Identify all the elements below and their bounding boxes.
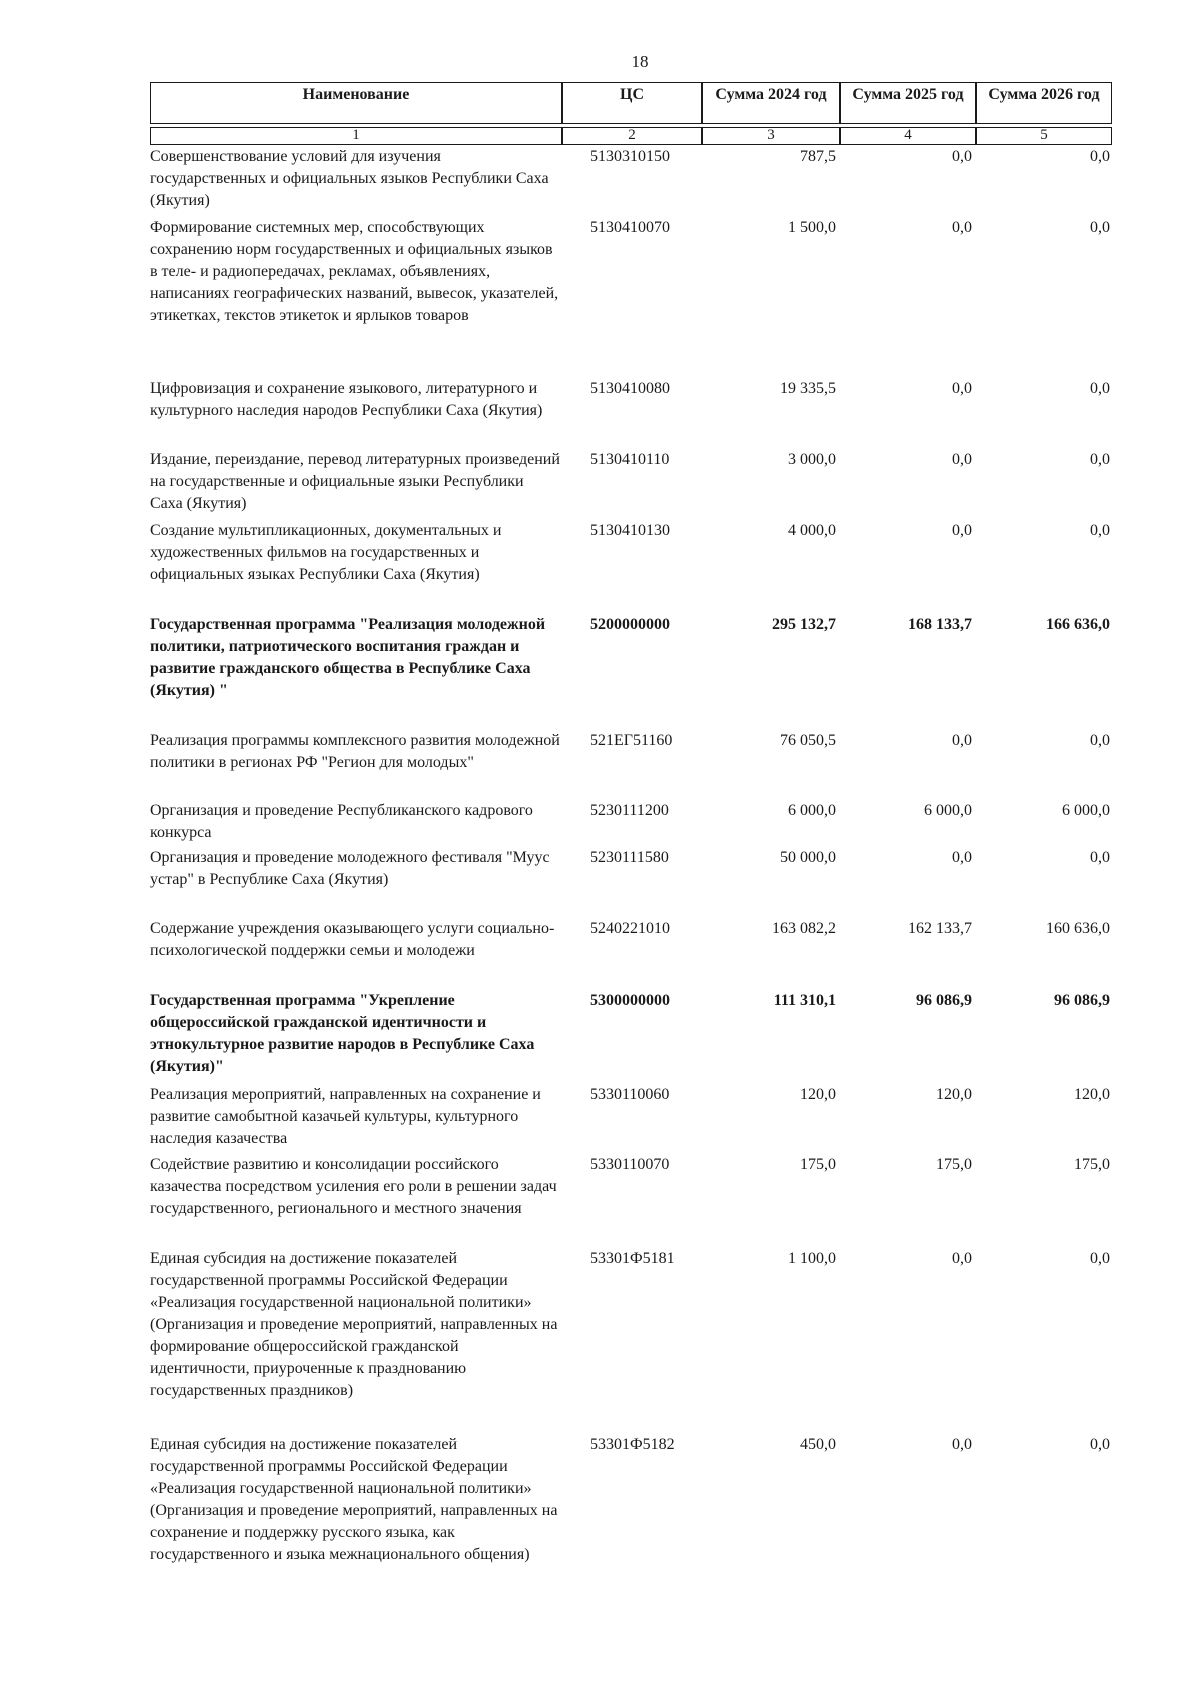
row-sum-2026: 0,0 xyxy=(1090,732,1110,749)
row-sum-2024: 3 000,0 xyxy=(788,451,836,468)
row-sum-2026: 166 636,0 xyxy=(1046,616,1110,633)
row-sum-2026: 0,0 xyxy=(1090,849,1110,866)
row-name: Реализация мероприятий, направленных на сохранение и развитие самобытной казачьей культуры, культурного наследия казачества xyxy=(150,1086,541,1147)
row-sum-2024: 163 082,2 xyxy=(772,920,836,937)
row-cs-code: 5300000000 xyxy=(590,992,670,1009)
row-cs-code: 5200000000 xyxy=(590,616,670,633)
row-sum-2024: 6 000,0 xyxy=(788,802,836,819)
row-cs-code: 5130410130 xyxy=(590,522,670,539)
row-sum-2025: 0,0 xyxy=(952,732,972,749)
row-sum-2024: 295 132,7 xyxy=(772,616,836,633)
row-cs-code: 5230111580 xyxy=(590,849,669,866)
row-sum-2024: 19 335,5 xyxy=(780,380,836,397)
row-sum-2025: 6 000,0 xyxy=(924,802,972,819)
row-sum-2024: 50 000,0 xyxy=(780,849,836,866)
row-sum-2025: 96 086,9 xyxy=(916,992,972,1009)
row-name: Организация и проведение Республиканского кадрового конкурса xyxy=(150,802,533,841)
row-sum-2025: 0,0 xyxy=(952,1250,972,1267)
row-sum-2025: 0,0 xyxy=(952,522,972,539)
row-sum-2026: 0,0 xyxy=(1090,451,1110,468)
row-name: Государственная программа "Реализация молодежной политики, патриотического воспитания граждан и развитие гражданского общества в Республике Саха (Якутия) " xyxy=(150,616,546,699)
row-sum-2024: 175,0 xyxy=(800,1156,836,1173)
row-cs-code: 5130410070 xyxy=(590,219,670,236)
row-sum-2026: 0,0 xyxy=(1090,522,1110,539)
row-cs-code: 5130310150 xyxy=(590,148,670,165)
row-sum-2025: 0,0 xyxy=(952,148,972,165)
row-sum-2026: 0,0 xyxy=(1090,380,1110,397)
row-sum-2026: 175,0 xyxy=(1074,1156,1110,1173)
row-sum-2024: 450,0 xyxy=(800,1436,836,1453)
row-name: Совершенствование условий для изучения государственных и официальных языков Республики Саха (Якутия) xyxy=(150,148,549,209)
row-cs-code: 5230111200 xyxy=(590,802,669,819)
row-sum-2026: 0,0 xyxy=(1090,219,1110,236)
row-sum-2025: 120,0 xyxy=(936,1086,972,1103)
row-sum-2026: 120,0 xyxy=(1074,1086,1110,1103)
row-sum-2026: 0,0 xyxy=(1090,1250,1110,1267)
row-cs-code: 5330110060 xyxy=(590,1086,670,1103)
row-name: Издание, переиздание, перевод литературных произведений на государственные и официальные языки Республики Саха (Якутия) xyxy=(150,451,560,512)
row-sum-2024: 120,0 xyxy=(800,1086,836,1103)
column-number-3: 3 xyxy=(702,127,840,145)
row-sum-2025: 0,0 xyxy=(952,1436,972,1453)
row-name: Организация и проведение молодежного фестиваля "Муус устар" в Республике Саха (Якутия) xyxy=(150,849,550,888)
row-sum-2024: 76 050,5 xyxy=(780,732,836,749)
column-header-2026: Сумма 2026 год xyxy=(976,82,1112,124)
row-sum-2026: 0,0 xyxy=(1090,148,1110,165)
column-header-name: Наименование xyxy=(150,82,562,124)
page-number: 18 xyxy=(631,52,649,71)
row-sum-2024: 1 100,0 xyxy=(788,1250,836,1267)
row-name: Цифровизация и сохранение языкового, литературного и культурного наследия народов Республики Саха (Якутия) xyxy=(150,380,543,419)
row-sum-2025: 168 133,7 xyxy=(908,616,972,633)
row-sum-2026: 0,0 xyxy=(1090,1436,1110,1453)
row-sum-2024: 111 310,1 xyxy=(773,992,836,1009)
column-number-1: 1 xyxy=(150,127,562,145)
row-sum-2025: 175,0 xyxy=(936,1156,972,1173)
row-cs-code: 53301Ф5182 xyxy=(590,1436,675,1453)
row-name: Единая субсидия на достижение показателей государственной программы Российской Федерации «Реализация государственной национальной политики» (Организация и проведение мероприятий, направленных на сохранение и поддержку русского языка, как государственного и языка межнационального общения) xyxy=(150,1436,558,1563)
row-cs-code: 521ЕГ51160 xyxy=(590,732,673,749)
row-name: Содержание учреждения оказывающего услуги социально-психологической поддержки семьи и молодежи xyxy=(150,920,555,959)
row-cs-code: 53301Ф5181 xyxy=(590,1250,675,1267)
row-sum-2024: 1 500,0 xyxy=(788,219,836,236)
row-sum-2026: 160 636,0 xyxy=(1046,920,1110,937)
row-sum-2024: 787,5 xyxy=(800,148,836,165)
row-cs-code: 5130410110 xyxy=(590,451,670,468)
row-name: Государственная программа "Укрепление общероссийской гражданской идентичности и этнокультурное развитие народов в Республике Саха (Якутия)" xyxy=(150,992,535,1075)
row-sum-2026: 6 000,0 xyxy=(1062,802,1110,819)
row-name: Формирование системных мер, способствующих сохранению норм государственных и официальных языков в теле- и радиопередачах, рекламах, объявлениях, написаниях географических названий, вывесок, указателей, этикетках, текстов этикеток и ярлыков товаров xyxy=(150,219,559,324)
column-header-2024: Сумма 2024 год xyxy=(702,82,840,124)
row-name: Создание мультипликационных, документальных и художественных фильмов на государственных и официальных языках Республики Саха (Якутия) xyxy=(150,522,502,583)
row-cs-code: 5330110070 xyxy=(590,1156,670,1173)
column-header-cs: ЦС xyxy=(562,82,702,124)
column-header-2025: Сумма 2025 год xyxy=(840,82,976,124)
row-sum-2025: 0,0 xyxy=(952,451,972,468)
row-sum-2026: 96 086,9 xyxy=(1054,992,1110,1009)
column-number-2: 2 xyxy=(562,127,702,145)
row-cs-code: 5130410080 xyxy=(590,380,670,397)
column-number-4: 4 xyxy=(840,127,976,145)
column-number-5: 5 xyxy=(976,127,1112,145)
row-name: Содействие развитию и консолидации российского казачества посредством усиления его роли в решении задач государственного, регионального и местного значения xyxy=(150,1156,557,1217)
row-sum-2024: 4 000,0 xyxy=(788,522,836,539)
row-cs-code: 5240221010 xyxy=(590,920,670,937)
row-sum-2025: 0,0 xyxy=(952,219,972,236)
row-sum-2025: 0,0 xyxy=(952,380,972,397)
row-sum-2025: 162 133,7 xyxy=(908,920,972,937)
row-name: Реализация программы комплексного развития молодежной политики в регионах РФ "Регион для молодых" xyxy=(150,732,560,771)
row-name: Единая субсидия на достижение показателей государственной программы Российской Федерации «Реализация государственной национальной политики» (Организация и проведение мероприятий, направленных на формирование общероссийской гражданской идентичности, приуроченные к празднованию государственных праздников) xyxy=(150,1250,558,1399)
row-sum-2025: 0,0 xyxy=(952,849,972,866)
